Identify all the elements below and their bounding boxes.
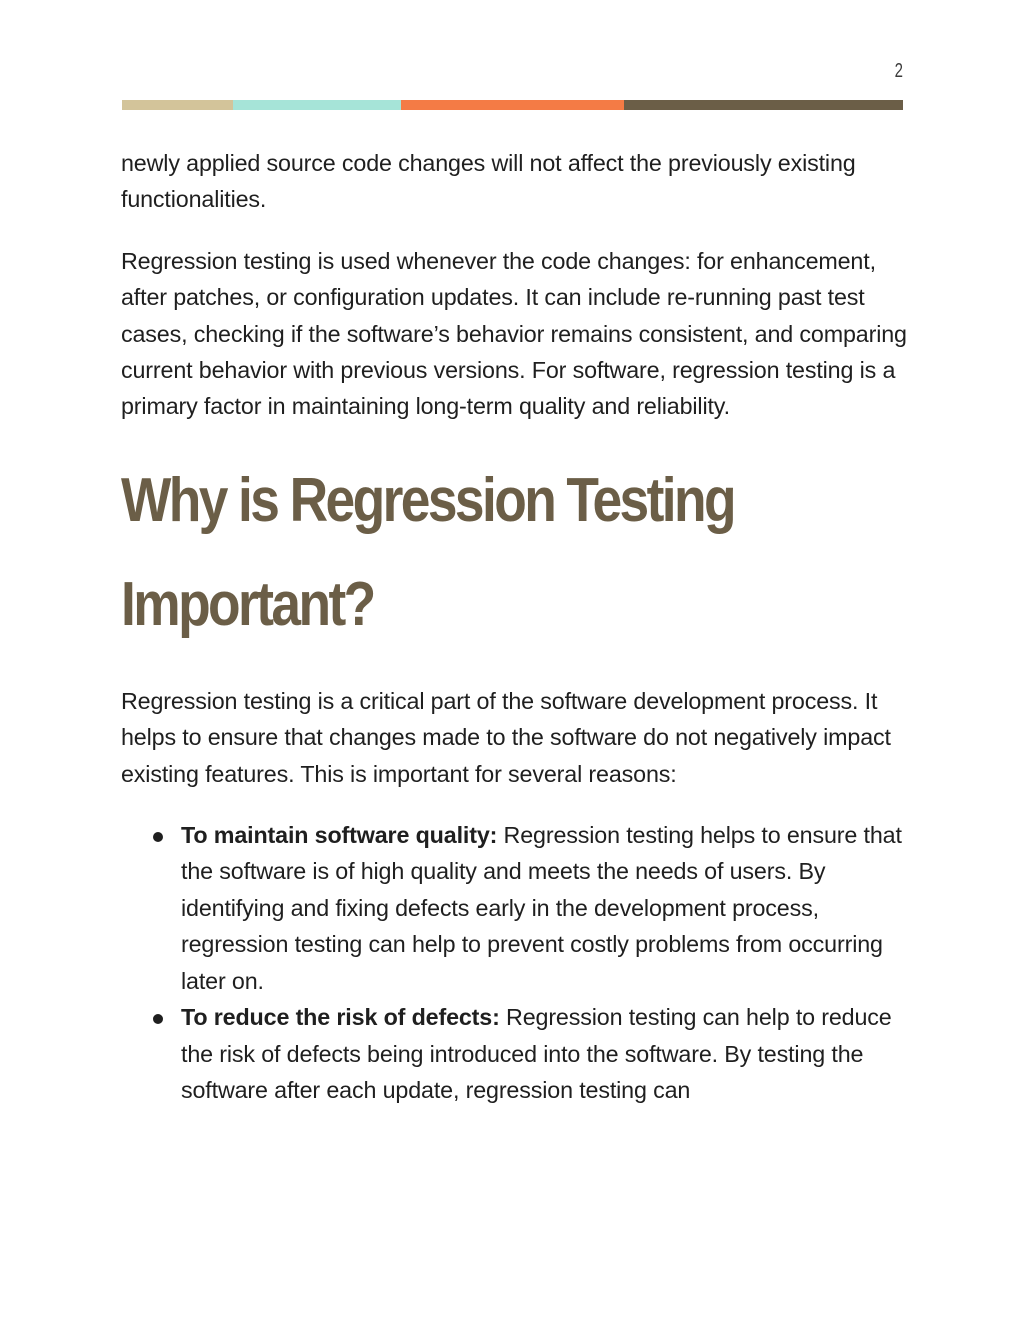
continuation-paragraph: newly applied source code changes will not affect the previously existing functionalities. <box>121 150 856 213</box>
band-segment-brown <box>624 100 903 110</box>
section-intro-paragraph: Regression testing is a critical part of the software development process. It helps to ensure that changes made to the software do not negatively impact existing features. This is important for several reasons: <box>121 687 891 787</box>
band-segment-orange <box>401 100 624 110</box>
reason-title: To maintain software quality: <box>181 822 498 849</box>
page-number: 2 <box>894 60 903 82</box>
list-item <box>121 999 911 1108</box>
usage-paragraph: Regression testing is used whenever the code changes: for enhancement, after patches, or configuration updates. It can include re-running past test cases, checking if the software’s behavior remains consistent, and comparing current behavior with previous versions. For software, regression testing is a primary factor in maintaining long-term quality and reliability. <box>121 247 907 420</box>
reasons-list <box>121 817 911 1108</box>
reason-text: Regression testing can help to reduce the risk of defects being introduced into the software. By testing the software after each update, regression testing can <box>181 1004 892 1103</box>
document-body <box>121 145 911 1108</box>
section-heading: Why is Regression Testing Important? <box>121 465 734 639</box>
list-item <box>121 817 911 999</box>
bullet-icon <box>153 1014 163 1024</box>
band-segment-tan <box>122 100 233 110</box>
header-color-band <box>122 100 903 110</box>
band-segment-aqua <box>233 100 401 110</box>
reason-title: To reduce the risk of defects: <box>181 1004 500 1031</box>
bullet-icon <box>153 832 163 842</box>
reason-text: Regression testing helps to ensure that the software is of high quality and meets the needs of users. By identifying and fixing defects early in the development process, regression testing can help to prevent costly problems from occurring later on. <box>181 822 902 994</box>
